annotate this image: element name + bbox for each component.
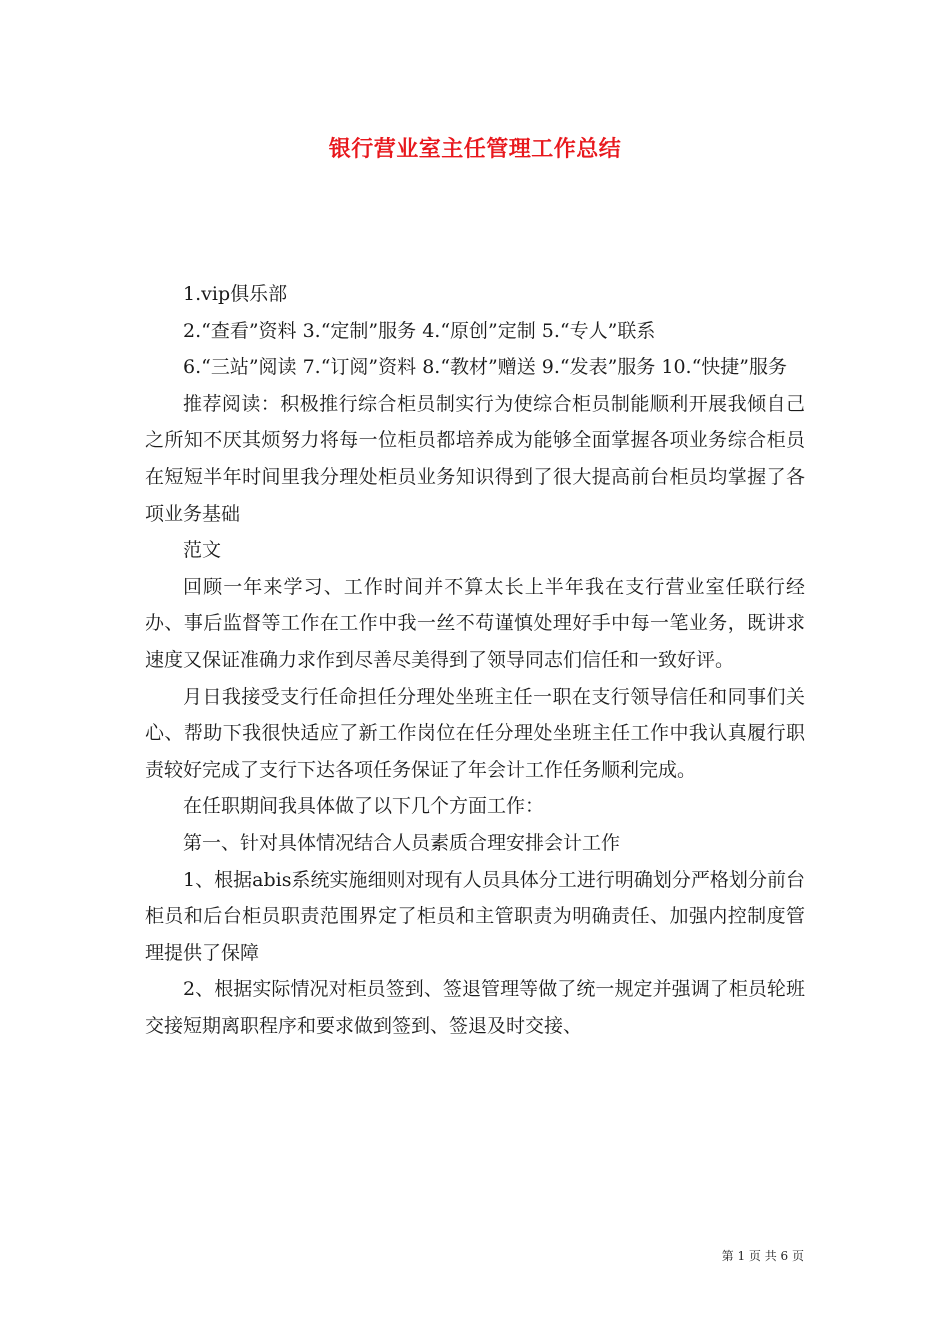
document-title: 银行营业室主任管理工作总结 [328,136,622,162]
page-number-footer: 第 1 页 共 6 页 [721,1249,804,1263]
paragraph: 范文 [183,539,222,562]
paragraph: 回顾一年来学习、工作时间并不算太长上半年我在支行营业室任联行经办、事后监督等工作在工作中我一丝不苟谨慎处理好手中每一笔业务，既讲求速度又保证准确力求作到尽善尽美得到了领导同志们信任和一致好评。 [145,575,805,671]
paragraph: 推荐阅读：积极推行综合柜员制实行为使综合柜员制能顺利开展我倾自己之所知不厌其烦努力将每一位柜员都培养成为能够全面掌握各项业务综合柜员在短短半年时间里我分理处柜员业务知识得到了很大提高前台柜员均掌握了各项业务基础 [145,392,805,525]
paragraph: 在任职期间我具体做了以下几个方面工作： [183,795,545,818]
paragraph: 第一、针对具体情况结合人员素质合理安排会计工作 [183,831,621,854]
paragraph: 2、根据实际情况对柜员签到、签退管理等做了统一规定并强调了柜员轮班交接短期离职程序和要求做到签到、签退及时交接、 [145,978,805,1037]
paragraph: 1、根据abis系统实施细则对现有人员具体分工进行明确划分严格划分前台柜员和后台柜员职责范围界定了柜员和主管职责为明确责任、加强内控制度管理提供了保障 [145,868,805,964]
paragraph: 2.“查看”资料 3.“定制”服务 4.“原创”定制 5.“专人”联系 [183,319,656,342]
paragraph: 1.vip俱乐部 [183,283,288,305]
paragraph: 月日我接受支行任命担任分理处坐班主任一职在支行领导信任和同事们关心、帮助下我很快适应了新工作岗位在任分理处坐班主任工作中我认真履行职责较好完成了支行下达各项任务保证了年会计工作任务顺利完成。 [145,685,805,781]
paragraph: 6.“三站”阅读 7.“订阅”资料 8.“教材”赠送 9.“发表”服务 10.“快捷”服务 [183,356,788,379]
document-body [145,276,805,1044]
